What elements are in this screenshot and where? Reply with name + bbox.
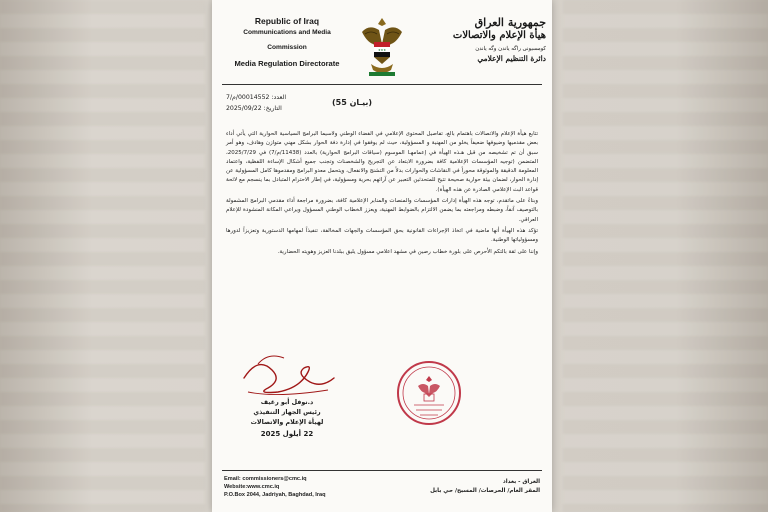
signature-date: 22 أيلول 2025	[260, 430, 314, 438]
arabic-letterhead	[406, 16, 546, 64]
statement-title: (بيـان 55)	[332, 98, 373, 107]
footer-pobox: P.O.Box 2044, Jadriyah, Baghdad, Iraq	[224, 492, 326, 498]
blurred-left-margin	[0, 0, 205, 512]
letter-body	[226, 130, 538, 259]
footer-ar-address: المقر العام/ الحرصات/ المسبح/ حي بابل	[430, 488, 540, 494]
svg-text:★★★: ★★★	[377, 48, 387, 53]
body-paragraph-1: تتابع هيأة الإعلام والاتصالات باهتمام بالغ، تفاصيل المحتوى الإعلامي في الفضاء الوطني ولاسيما البرامج السياسية الحوارية التي يأتي أداء بعض مقدميها وضيوفها ضعيفاً يخلو من المهنية و المسؤولية، حيث لم يوفقوا في إدارة دفة الحوار بشكل مهني متوازن وهادف، وهو أمر سبق أن تم تشخيصه من قبل هـذه الهيأة في إعمامهـا الموسوم (سياقات البرامج الحوارية) بالعدد (11438/م/7) في 2025/7/29، المتضمن (توجيه المؤسسات الإعلامية كافة بضرورة الابتعاد عن التجريح والشخصنات وتجنب جميع أشكال الإساءة اللفظية، واعتماد المعلومة الدقيقة والموثوقة محوراً في النقاشات والحوارات بدلاً من التشنج والانفعال، ويتحمل معدو البرامج ومقدموها كامل المسؤولية عن إدارة الحوار، لضمان بيئة حوارية صحيحة تتيح للمتحدثين التعبير عن آرائهم بحرية ومسؤولية، في إطار الاحترام المتبادل بما ينسجم مع لائحة قواعد البث الإعلامي الصادرة عن هذه الهيأة).	[226, 131, 539, 193]
footer-email: Email: commissioners@cmc.iq	[224, 476, 307, 482]
header-divider	[222, 84, 542, 85]
header-en-line1: Republic of Iraq	[254, 16, 320, 26]
header-ar-line1: جمهورية العراق	[474, 16, 546, 29]
footer-ar-city: العراق - بغداد	[502, 479, 540, 485]
reference-date-row	[226, 103, 286, 114]
footer-divider	[222, 470, 542, 471]
reference-date-value: 2025/09/22	[226, 105, 262, 112]
body-paragraph-3: تؤكد هذه الهيأة أنها ماضية في اتخاذ الإجراءات القانونية بحق المؤسسات والجهات المخالفة، تنفيذاً لمهامها الدستورية وتعزيزاً لدورها ومسؤولياتها الوطنية.	[226, 227, 538, 244]
footer-contact-english	[224, 475, 326, 499]
signatory-title: رئيس الجهاز التنفيذي	[253, 409, 321, 416]
signatory-name: د.نوفل أبو رغيف	[260, 399, 314, 406]
header-en-line4: Media Regulation Directorate	[234, 59, 340, 68]
reference-number-row	[226, 92, 286, 103]
reference-date-label: التاريخ:	[263, 105, 282, 112]
reference-block	[226, 92, 286, 114]
signatory-org: لهيأة الإعلام والاتصالات	[250, 419, 324, 426]
iraq-eagle-emblem	[357, 14, 407, 82]
header-en-line2: Communications and Media	[243, 29, 331, 36]
body-paragraph-2: وبناءً على ماتقدم، توجه هذه الهيأة إدارات المؤسسات والمنصات والمنابر الإعلامية كافة، بضرورة مراجعة أداء مقدمي البرامج المشمولة بالتوصيف آنفاً، وضبطه ومراجعته بما يضمن الالتزام بالضوابط المهنية، ويعزز الخطاب الوطني المسؤول ويراعي المكانة المنشودة للإعلام العراقي.	[226, 198, 538, 223]
footer-contact-arabic	[430, 478, 540, 496]
english-letterhead	[222, 16, 352, 69]
official-stamp	[396, 360, 462, 426]
official-letter	[212, 0, 552, 512]
footer-website: Website:www.cmc.iq	[224, 484, 280, 490]
blurred-right-margin	[563, 0, 768, 512]
reference-number-label: العدد:	[271, 94, 287, 101]
reference-number-value: 00014552/م/7	[226, 94, 270, 101]
header-ar-line2: هيأة الإعلام والاتصالات	[452, 30, 546, 41]
header-en-line3: Commission	[267, 44, 307, 51]
handwritten-signature	[238, 348, 338, 400]
header-ar-line3: كومسيونى راگه ياندن وگه ياندن	[475, 46, 546, 52]
signature-block	[232, 398, 342, 439]
header-ar-line4: دائرة التنظيم الإعلامي	[477, 54, 546, 63]
body-paragraph-4: وإننا على ثقة بالتكم الأحرص على بلورة خطاب رصين في مشهد اعلامي مسؤول يليق ببلدنا العزيز وهويته الحضارية.	[277, 248, 538, 255]
